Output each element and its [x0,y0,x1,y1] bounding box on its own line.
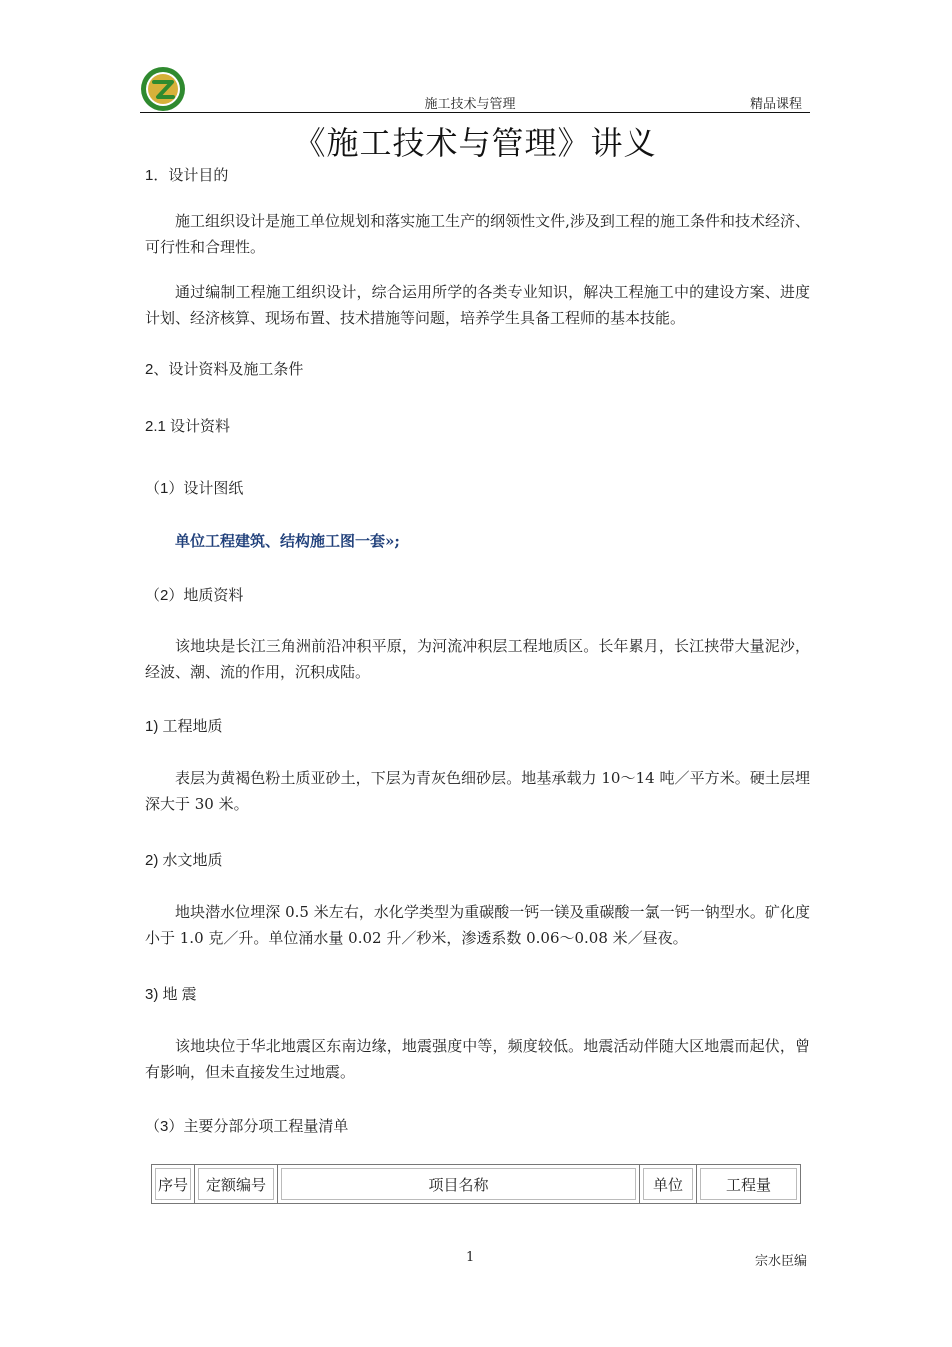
col-header-index: 序号 [152,1165,195,1204]
item-3-heading: （3）主要分部分项工程量清单 [145,1118,349,1135]
section-1-paragraph-1: 施工组织设计是施工单位规划和落实施工生产的纲领性文件,涉及到工程的施工条件和技术经济、可行性和合理性。 [145,212,810,256]
geology-heading: 1) 工程地质 [145,718,223,735]
quantity-table [151,1164,801,1204]
section-1-paragraph-2: 通过编制工程施工组织设计，综合运用所学的各类专业知识，解决工程施工中的建设方案、进度计划、经济核算、现场布置、技术措施等问题，培养学生具备工程师的基本技能。 [145,283,810,327]
col-header-quantity: 工程量 [697,1165,801,1204]
hydrology-text: 地块潜水位埋深 0.5 米左右，水化学类型为重碳酸一钙一镁及重碳酸一氯一钙一钠型水。矿化度小于 1.0 克／升。单位涌水量 0.02 升／秒米，渗透系数 0.06～0.08 米／昼夜。 [145,903,810,947]
header-divider [140,112,810,113]
col-header-quota-code: 定额编号 [195,1165,278,1204]
section-1-heading: 1．设计目的 [145,167,229,184]
section-2-1-heading: 2.1 设计资料 [145,418,231,435]
earthquake-text: 该地块位于华北地震区东南边缘，地震强度中等，频度较低。地震活动伴随大区地震而起伏，曾有影响，但未直接发生过地震。 [145,1037,810,1081]
page-number: 1 [466,1250,475,1265]
hydrology-heading: 2) 水文地质 [145,852,223,869]
col-header-item-name: 项目名称 [278,1165,640,1204]
item-1-text: 单位工程建筑、结构施工图一套»; [175,532,400,550]
document-body [145,160,810,1136]
school-logo [140,66,186,112]
editor-credit: 宗水臣编 [754,1254,807,1269]
col-header-unit: 单位 [640,1165,697,1204]
item-2-heading: （2）地质资料 [145,587,244,604]
geology-text: 表层为黄褐色粉土质亚砂土，下层为青灰色细砂层。地基承载力 10～14 吨／平方米。硬土层埋深大于 30 米。 [145,769,810,813]
section-2-heading: 2、设计资料及施工条件 [145,361,304,378]
document-title: 《施工技术与管理》讲义 [293,124,657,162]
header-course-title: 施工技术与管理 [424,97,516,112]
table-header-row [152,1165,801,1204]
earthquake-heading: 3) 地 震 [145,986,197,1003]
item-1-heading: （1）设计图纸 [145,480,244,497]
item-2-paragraph: 该地块是长江三角洲前沿冲积平原，为河流冲积层工程地质区。长年累月，长江挟带大量泥沙，经波、潮、流的作用，沉积成陆。 [145,637,810,681]
header-course-tag: 精品课程 [749,97,802,112]
